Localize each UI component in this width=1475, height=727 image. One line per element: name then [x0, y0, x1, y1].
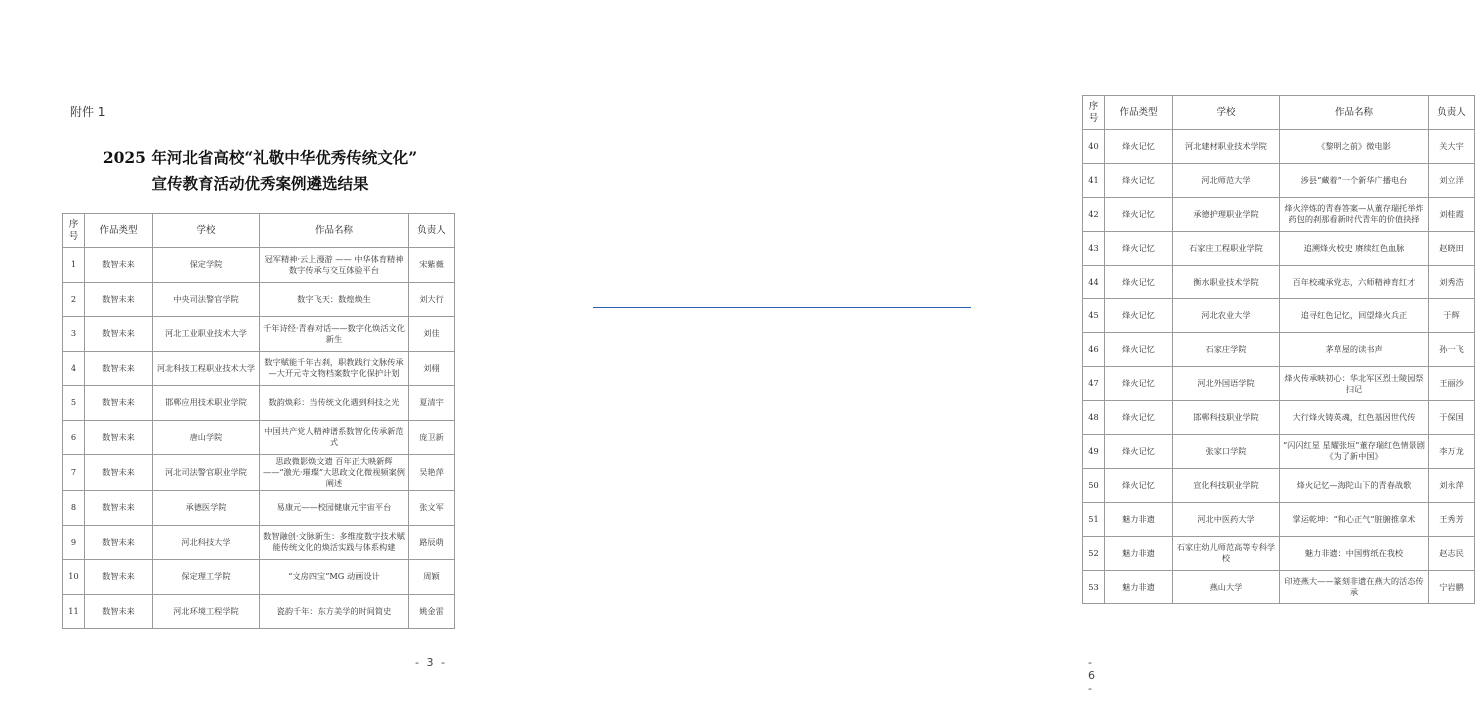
- cell-school: 河北工业职业技术大学: [153, 317, 260, 352]
- cell-type: 烽火记忆: [1105, 231, 1173, 265]
- cell-no: 49: [1083, 435, 1105, 469]
- cell-school: 河北农业大学: [1173, 299, 1280, 333]
- table-row: [1083, 570, 1475, 604]
- cell-lead: 于辉: [1429, 299, 1475, 333]
- cell-school: 河北科技大学: [153, 525, 260, 560]
- cell-work: 数字赋能千年古刹，职教践行文脉传承—大开元寺文物档案数字化保护计划: [260, 351, 409, 386]
- cell-no: 10: [63, 560, 85, 595]
- cell-school: 张家口学院: [1173, 435, 1280, 469]
- document-page-3: [0, 0, 512, 727]
- cell-lead: 姚金雷: [409, 594, 455, 629]
- cell-lead: 吴艳萍: [409, 455, 455, 491]
- cell-work: 掌运乾坤：“和心正气”脏腑推拿术: [1280, 502, 1429, 536]
- cell-school: 河北建材职业技术学院: [1173, 130, 1280, 164]
- cell-school: 河北师范大学: [1173, 163, 1280, 197]
- cell-type: 烽火记忆: [1105, 435, 1173, 469]
- table-row: [63, 317, 455, 352]
- document-title-line1: 2025 年河北省高校“礼敬中华优秀传统文化”: [102, 148, 418, 167]
- cell-work: 追溯烽火校史 赓续红色血脉: [1280, 231, 1429, 265]
- cell-school: 保定学院: [153, 248, 260, 283]
- table-row: [1083, 502, 1475, 536]
- cell-type: 烽火记忆: [1105, 197, 1173, 231]
- cell-no: 51: [1083, 502, 1105, 536]
- cell-lead: 庞卫新: [409, 420, 455, 455]
- cell-lead: 孙一飞: [1429, 333, 1475, 367]
- cell-no: 50: [1083, 468, 1105, 502]
- cell-type: 数智未来: [85, 525, 153, 560]
- cell-no: 5: [63, 386, 85, 421]
- cell-work: 魅力非遗：中国剪纸在我校: [1280, 536, 1429, 570]
- cell-lead: 夏清宇: [409, 386, 455, 421]
- cell-lead: 王丽沙: [1429, 367, 1475, 401]
- cell-lead: 刘立洋: [1429, 163, 1475, 197]
- cell-lead: 宁岩鹏: [1429, 570, 1475, 604]
- cell-type: 数智未来: [85, 386, 153, 421]
- cell-school: 中央司法警官学院: [153, 282, 260, 317]
- table-row: [1083, 265, 1475, 299]
- cell-school: 石家庄工程职业学院: [1173, 231, 1280, 265]
- cell-type: 数智未来: [85, 594, 153, 629]
- cell-work: 《黎明之前》微电影: [1280, 130, 1429, 164]
- cell-lead: 赵志民: [1429, 536, 1475, 570]
- cell-type: 烽火记忆: [1105, 401, 1173, 435]
- cell-no: 47: [1083, 367, 1105, 401]
- table-row: [1083, 163, 1475, 197]
- table-row: [1083, 333, 1475, 367]
- cell-type: 数智未来: [85, 282, 153, 317]
- cell-lead: 宋紫薇: [409, 248, 455, 283]
- table-row: [1083, 536, 1475, 570]
- cell-no: 3: [63, 317, 85, 352]
- cell-type: 魅力非遗: [1105, 536, 1173, 570]
- results-table-left: [62, 213, 455, 629]
- cell-no: 7: [63, 455, 85, 491]
- header-lead: 负责人: [409, 214, 455, 248]
- cell-work: 涉县“藏着”一个新华广播电台: [1280, 163, 1429, 197]
- cell-school: 河北中医药大学: [1173, 502, 1280, 536]
- cell-school: 唐山学院: [153, 420, 260, 455]
- cell-type: 数智未来: [85, 560, 153, 595]
- cell-work: 追寻红色记忆，回望烽火兵正: [1280, 299, 1429, 333]
- cell-school: 河北环境工程学院: [153, 594, 260, 629]
- cell-no: 43: [1083, 231, 1105, 265]
- table-row: [63, 455, 455, 491]
- cell-work: 中国共产党人精神谱系数智化传承新范式: [260, 420, 409, 455]
- cell-lead: 赵晓田: [1429, 231, 1475, 265]
- header-lead: 负责人: [1429, 96, 1475, 130]
- header-work: 作品名称: [260, 214, 409, 248]
- cell-type: 数智未来: [85, 317, 153, 352]
- cell-work: 茅草屋的读书声: [1280, 333, 1429, 367]
- cell-no: 6: [63, 420, 85, 455]
- cell-no: 42: [1083, 197, 1105, 231]
- table-row: [63, 248, 455, 283]
- table-row: [1083, 197, 1475, 231]
- cell-lead: 于保国: [1429, 401, 1475, 435]
- page-number: - 3 -: [415, 656, 447, 669]
- cell-lead: 王秀芳: [1429, 502, 1475, 536]
- cell-work: 数字飞天：数煌焕生: [260, 282, 409, 317]
- table-row: [63, 491, 455, 526]
- cell-type: 烽火记忆: [1105, 163, 1173, 197]
- table-row: [63, 351, 455, 386]
- table-row: [63, 386, 455, 421]
- cell-school: 邯郸应用技术职业学院: [153, 386, 260, 421]
- header-school: 学校: [1173, 96, 1280, 130]
- cell-school: 河北外国语学院: [1173, 367, 1280, 401]
- cell-lead: 刘桂霞: [1429, 197, 1475, 231]
- cell-school: 河北科技工程职业技术大学: [153, 351, 260, 386]
- cell-type: 烽火记忆: [1105, 299, 1173, 333]
- cell-no: 52: [1083, 536, 1105, 570]
- cell-no: 8: [63, 491, 85, 526]
- cell-no: 41: [1083, 163, 1105, 197]
- cell-no: 11: [63, 594, 85, 629]
- table-row: [1083, 130, 1475, 164]
- cell-type: 烽火记忆: [1105, 130, 1173, 164]
- cell-type: 烽火记忆: [1105, 468, 1173, 502]
- header-no: 序号: [1083, 96, 1105, 130]
- annotation-underline: [593, 307, 971, 308]
- table-row: [1083, 435, 1475, 469]
- document-page-6: [512, 0, 1466, 727]
- cell-school: 燕山大学: [1173, 570, 1280, 604]
- cell-work: 印迹燕大——篆刻非遗在燕大的活态传承: [1280, 570, 1429, 604]
- cell-work: 数智融创·文脉新生：多维度数字技术赋能传统文化的焕活实践与体系构建: [260, 525, 409, 560]
- document-title-line2: 宣传教育活动优秀案例遴选结果: [151, 174, 369, 193]
- cell-no: 53: [1083, 570, 1105, 604]
- cell-school: 石家庄学院: [1173, 333, 1280, 367]
- cell-school: 石家庄幼儿师范高等专科学校: [1173, 536, 1280, 570]
- cell-work: 思政微影焕文遗 百年正大映新辉——“激光·璀璨”大思政文化微视频案例阐述: [260, 455, 409, 491]
- table-row: [1083, 367, 1475, 401]
- cell-lead: 刘大行: [409, 282, 455, 317]
- cell-lead: 李万龙: [1429, 435, 1475, 469]
- cell-work: 冠军精神·云上漫游 —— 中华体育精神数字传承与交互体验平台: [260, 248, 409, 283]
- table-row: [1083, 401, 1475, 435]
- cell-school: 邯郸科技职业学院: [1173, 401, 1280, 435]
- table-row: [63, 594, 455, 629]
- cell-no: 2: [63, 282, 85, 317]
- table-row: [63, 282, 455, 317]
- cell-lead: 刘秀浩: [1429, 265, 1475, 299]
- cell-work: 易康元——校园健康元宇宙平台: [260, 491, 409, 526]
- cell-work: 千年诗经·青春对话——数字化焕活文化新生: [260, 317, 409, 352]
- cell-school: 承德医学院: [153, 491, 260, 526]
- table-row: [63, 525, 455, 560]
- cell-no: 9: [63, 525, 85, 560]
- header-type: 作品类型: [1105, 96, 1173, 130]
- table-row: [1083, 468, 1475, 502]
- cell-lead: 关大宇: [1429, 130, 1475, 164]
- cell-type: 数智未来: [85, 455, 153, 491]
- cell-work: 大行烽火铸英魂，红色基因世代传: [1280, 401, 1429, 435]
- cell-type: 魅力非遗: [1105, 570, 1173, 604]
- cell-no: 46: [1083, 333, 1105, 367]
- cell-type: 数智未来: [85, 491, 153, 526]
- cell-no: 44: [1083, 265, 1105, 299]
- cell-work: 烽火记忆—海陀山下的青春战歌: [1280, 468, 1429, 502]
- cell-school: 河北司法警官职业学院: [153, 455, 260, 491]
- header-no: 序号: [63, 214, 85, 248]
- table-row: [63, 560, 455, 595]
- cell-work: 烽火传承映初心：华北军区烈士陵园祭扫记: [1280, 367, 1429, 401]
- cell-lead: 刘永萍: [1429, 468, 1475, 502]
- cell-type: 魅力非遗: [1105, 502, 1173, 536]
- annex-label: 附件 1: [70, 105, 106, 119]
- cell-no: 1: [63, 248, 85, 283]
- cell-no: 45: [1083, 299, 1105, 333]
- cell-work: “闪闪红星 星耀张垣”董存瑞红色情景剧《为了新中国》: [1280, 435, 1429, 469]
- cell-lead: 张文军: [409, 491, 455, 526]
- cell-type: 数智未来: [85, 420, 153, 455]
- cell-work: 数韵焕彩：当传统文化遇到科技之光: [260, 386, 409, 421]
- cell-school: 宣化科技职业学院: [1173, 468, 1280, 502]
- cell-type: 烽火记忆: [1105, 367, 1173, 401]
- cell-type: 数智未来: [85, 351, 153, 386]
- cell-school: 衡水职业技术学院: [1173, 265, 1280, 299]
- cell-no: 48: [1083, 401, 1105, 435]
- cell-work: “文房四宝”MG 动画设计: [260, 560, 409, 595]
- results-table-right: [1082, 95, 1475, 604]
- table-header-row: [1083, 96, 1475, 130]
- cell-work: 烽火淬炼的青春答案—从董存瑞托举炸药包的刹那看新时代青年的价值抉择: [1280, 197, 1429, 231]
- header-school: 学校: [153, 214, 260, 248]
- page-number: - 6 -: [1088, 656, 1097, 695]
- table-header-row: [63, 214, 455, 248]
- table-row: [63, 420, 455, 455]
- cell-lead: 刘栩: [409, 351, 455, 386]
- table-row: [1083, 231, 1475, 265]
- cell-type: 烽火记忆: [1105, 333, 1173, 367]
- cell-type: 数智未来: [85, 248, 153, 283]
- cell-lead: 路辰萌: [409, 525, 455, 560]
- cell-work: 百年校魂承党志，六师精神育红才: [1280, 265, 1429, 299]
- cell-school: 承德护理职业学院: [1173, 197, 1280, 231]
- cell-school: 保定理工学院: [153, 560, 260, 595]
- table-row: [1083, 299, 1475, 333]
- cell-lead: 周颖: [409, 560, 455, 595]
- cell-no: 4: [63, 351, 85, 386]
- header-type: 作品类型: [85, 214, 153, 248]
- cell-work: 瓷韵千年：东方美学的时间简史: [260, 594, 409, 629]
- cell-type: 烽火记忆: [1105, 265, 1173, 299]
- cell-no: 40: [1083, 130, 1105, 164]
- cell-lead: 刘佳: [409, 317, 455, 352]
- header-work: 作品名称: [1280, 96, 1429, 130]
